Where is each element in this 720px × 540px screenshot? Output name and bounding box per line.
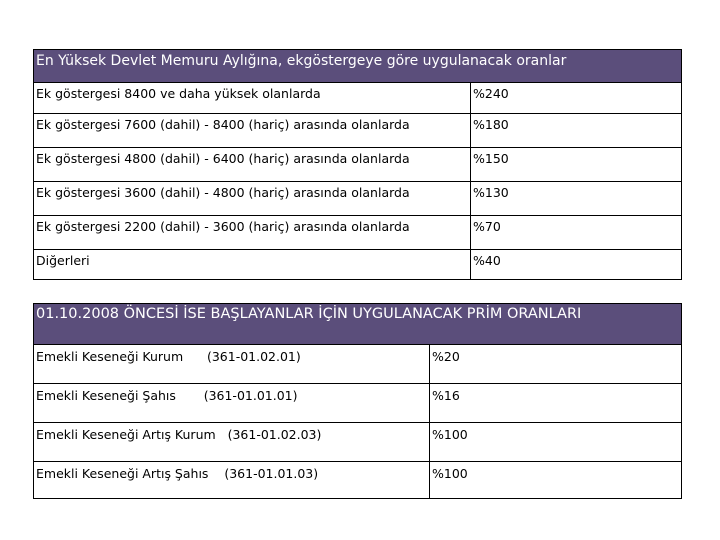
row-rate: %16 [430, 384, 682, 423]
row-label: Emekli Keseneği Artış Şahıs (361-01.01.03) [34, 462, 430, 499]
row-rate: %180 [471, 114, 682, 148]
row-label: Ek göstergesi 4800 (dahil) - 6400 (hariç) arasında olanlarda [34, 148, 471, 182]
row-rate: %70 [471, 216, 682, 250]
row-rate: %20 [430, 345, 682, 384]
row-rate: %150 [471, 148, 682, 182]
row-label: Ek göstergesi 3600 (dahil) - 4800 (hariç) arasında olanlarda [34, 182, 471, 216]
row-rate: %240 [471, 83, 682, 114]
table-row [34, 182, 682, 216]
row-rate: %40 [471, 250, 682, 280]
table-title: En Yüksek Devlet Memuru Aylığına, ekgöstergeye göre uygulanacak oranlar [34, 50, 682, 83]
row-rate: %130 [471, 182, 682, 216]
table-row [34, 250, 682, 280]
table-row [34, 216, 682, 250]
table-row [34, 114, 682, 148]
table-row [34, 83, 682, 114]
row-rate: %100 [430, 462, 682, 499]
table-header-row [34, 304, 682, 345]
table-header-row [34, 50, 682, 83]
row-label: Ek göstergesi 7600 (dahil) - 8400 (hariç) arasında olanlarda [34, 114, 471, 148]
table-row [34, 462, 682, 499]
table-row [34, 384, 682, 423]
prim-rates-table [33, 303, 682, 499]
row-label: Emekli Keseneği Artış Kurum (361-01.02.03) [34, 423, 430, 462]
row-label: Ek göstergesi 2200 (dahil) - 3600 (hariç) arasında olanlarda [34, 216, 471, 250]
table-title: 01.10.2008 ÖNCESİ İSE BAŞLAYANLAR İÇİN UYGULANACAK PRİM ORANLARI [34, 304, 682, 345]
row-label: Emekli Keseneği Kurum (361-01.02.01) [34, 345, 430, 384]
row-label: Diğerleri [34, 250, 471, 280]
row-rate: %100 [430, 423, 682, 462]
table-row [34, 423, 682, 462]
table-row [34, 345, 682, 384]
row-label: Ek göstergesi 8400 ve daha yüksek olanlarda [34, 83, 471, 114]
row-label: Emekli Keseneği Şahıs (361-01.01.01) [34, 384, 430, 423]
ekgosterge-rates-table [33, 49, 682, 280]
table-row [34, 148, 682, 182]
